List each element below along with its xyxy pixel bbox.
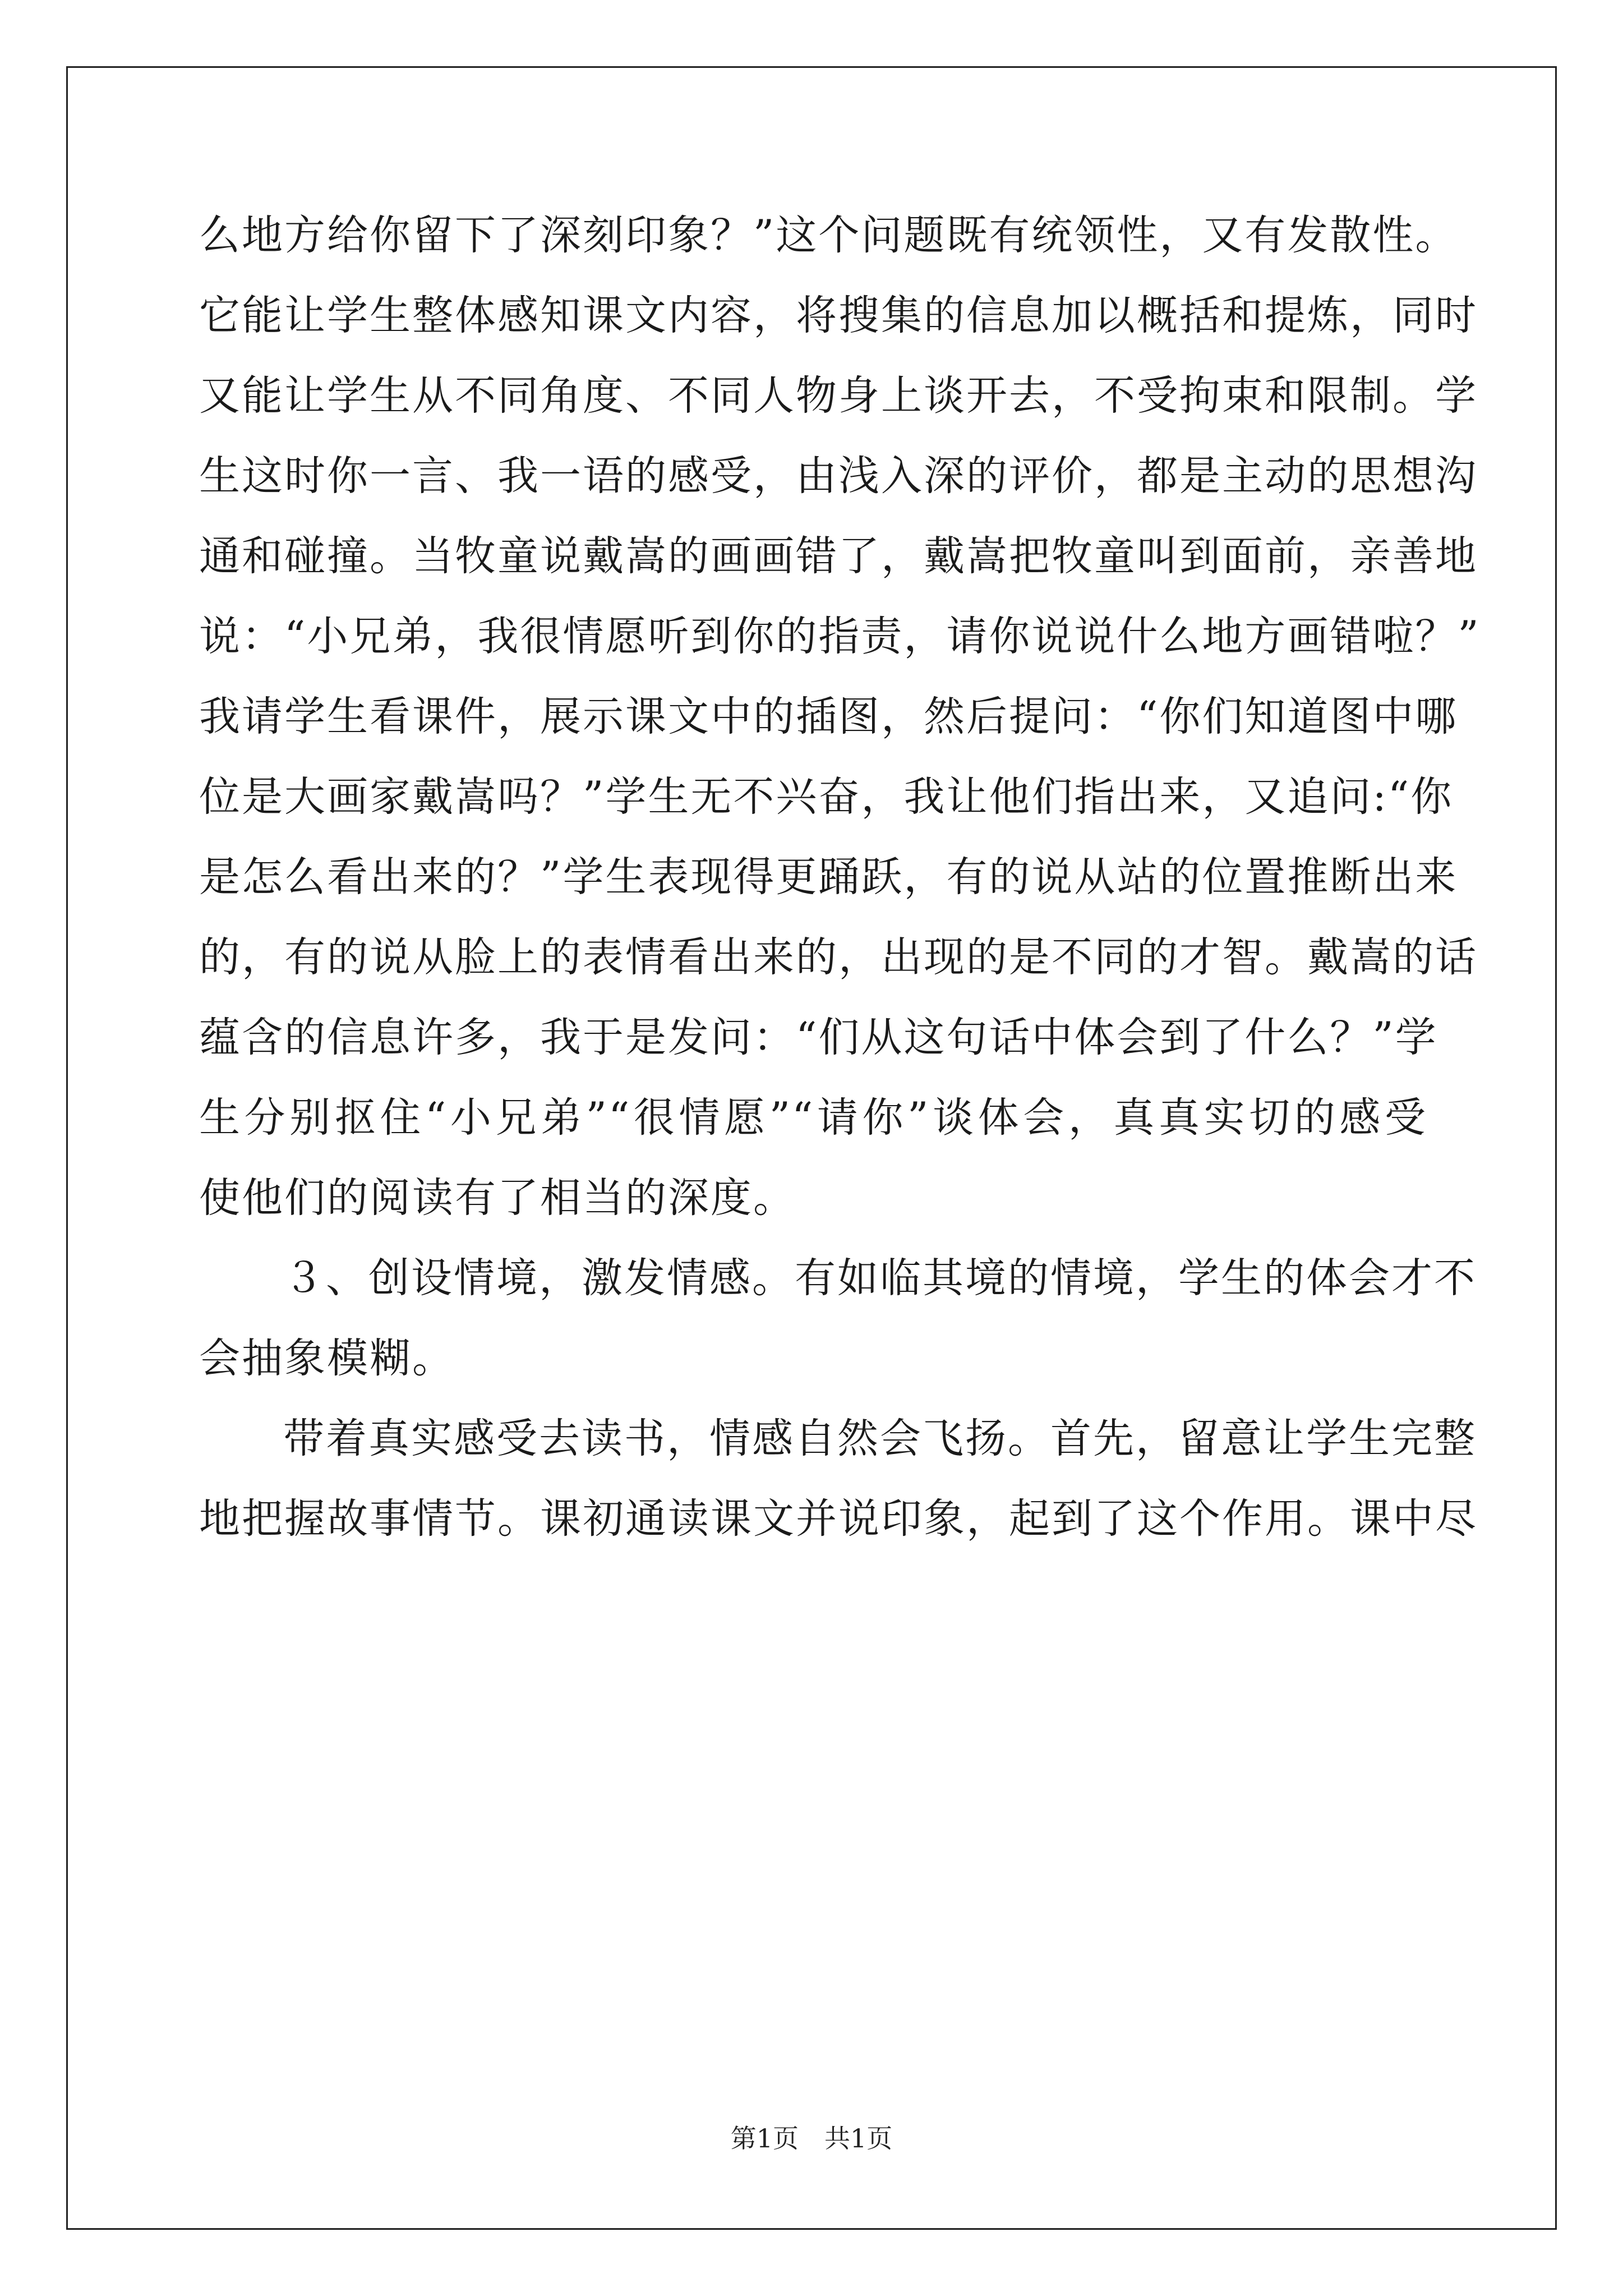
page-footer (0, 2122, 1623, 2155)
text-line: 生这时你一言、我一语的感受，由浅入深的评价，都是主动的思想沟 (199, 452, 1478, 500)
text-line: 生分别抠住“小兄弟”“很情愿”“请你”谈体会，真真实切的感受 (199, 1094, 1427, 1142)
text-line: 带着真实感受去读书，情感自然会飞扬。首先，留意让学生完整 (283, 1415, 1477, 1462)
text-line: 使他们的阅读有了相当的深度。 (199, 1174, 796, 1222)
text-line: 又能让学生从不同角度、不同人物身上谈开去，不受拘束和限制。学 (199, 372, 1478, 420)
text-line: 它能让学生整体感知课文内容，将搜集的信息加以概括和提炼，同时 (199, 292, 1478, 339)
text-line: ３、创设情境，激发情感。有如临其境的情境，学生的体会才不 (283, 1254, 1477, 1302)
text-line: 蕴含的信息许多，我于是发问：“们从这句话中体会到了什么？”学 (199, 1014, 1438, 1061)
text-line: 说：“小兄弟，我很情愿听到你的指责，请你说说什么地方画错啦？” (199, 613, 1481, 660)
text-line: 么地方给你留下了深刻印象？”这个问题既有统领性，又有发散性。 (199, 211, 1458, 259)
text-line: 通和碰撞。当牧童说戴嵩的画画错了，戴嵩把牧童叫到面前，亲善地 (199, 532, 1478, 580)
text-line: 是怎么看出来的？”学生表现得更踊跃，有的说从站的位置推断出来 (199, 853, 1458, 901)
text-line: 会抽象模糊。 (199, 1335, 455, 1382)
page-number: 第1页 (730, 2123, 799, 2154)
text-line: 地把握故事情节。课初通读课文并说印象，起到了这个作用。课中尽 (199, 1495, 1478, 1543)
page-total: 共1页 (824, 2123, 893, 2154)
text-line: 我请学生看课件，展示课文中的插图，然后提问：“你们知道图中哪 (199, 693, 1458, 740)
text-line: 位是大画家戴嵩吗？”学生无不兴奋，我让他们指出来，又追问:“你 (199, 773, 1454, 821)
text-line: 的，有的说从脸上的表情看出来的，出现的是不同的才智。戴嵩的话 (199, 933, 1478, 981)
